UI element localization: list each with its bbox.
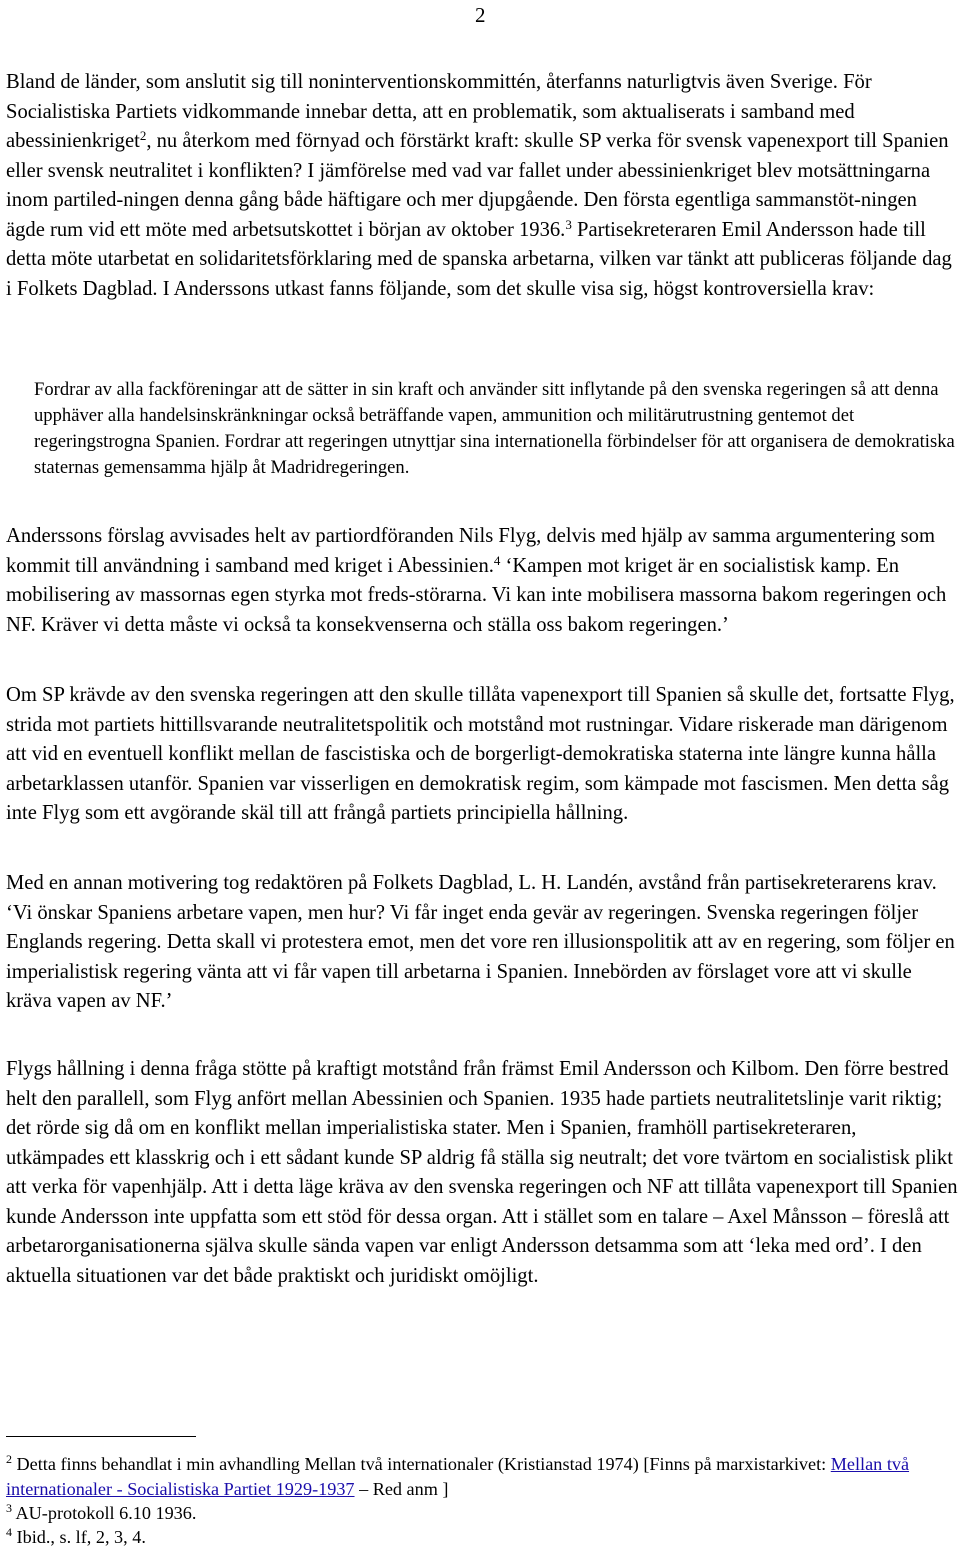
footnote-ref-3[interactable]: 3 [565, 216, 572, 232]
footnote-ref-2[interactable]: 2 [139, 128, 147, 143]
page-number: 2 [475, 3, 486, 27]
footnote-2: $^2$ Detta finns behandlat i min avhandling Mellan två internationaler (Kristianstad 1974) [Finns på marxistarkivet: Mellan två internationaler - Socialistiska Partiet 1929-1937 – Red anm ] [6, 1452, 910, 1499]
paragraph-5: Flygs hållning i denna fråga stötte på kraftigt motstånd från främst Emil Andersson och Kilbom. Den förre bestred helt den parallell, som Flyg anfört mellan Abessinien och Spanien. 1935 hade partiets neutralitetslinje varit riktig; det rörde sig då om en konflikt mellan imperialistiska stater. Men i Spanien, framhöll partisekreteraren, utkämpades ett klasskrig och i ett sådant kunde SP aldrig få ställa sig neutralt; det vore tvärtom en socialistisk plikt att verka för vapenhjälp. Att i detta läge kräva av den svenska regeringen och NF att tillåta vapenexport till Spanien kunde Andersson inte uppfatta som ett stöd för dessa organ. Att i stället som en talare – Axel Månsson – föreslå att arbetarorganisationerna själva skulle sända vapen var enligt Andersson detsamma som att ‘leka med ord’. I den aktuella situationen var det både praktiskt och juridiskt omöjligt. [6, 1058, 958, 1287]
paragraph-4: Med en annan motivering tog redaktören på Folkets Dagblad, L. H. Landén, avstånd från partisekreterarens krav. ‘Vi önskar Spaniens arbetare vapen, men hur? Vi får inget enda gevär av regeringen. Svenska regeringen följer Englands regering. Detta skall vi protestera emot, men det vore ren illusionspolitik att av en regering, som följer en imperialistisk regering vänta att vi får vapen till arbetarna i Spanien. Innebörden av förslaget vore att vi skulle kräva vapen av NF.’ [6, 872, 955, 1012]
footnote-3: $^3$ AU-protokoll 6.10 1936. [6, 1501, 197, 1523]
paragraph-2: Anderssons förslag avvisades helt av partiordföranden Nils Flyg, delvis med hjälp av samma argumentering som kommit till användning i samband med kriget i Abessinien.$^4$ ‘Kampen mot kriget är en socialistisk kamp. En mobilisering av massornas egen styrka mot freds-störarna. Vi kan inte mobilisera massorna bakom regeringen och NF. Kräver vi detta måste vi också ta konsekvenserna och ställa oss bakom regeringen.’ [6, 525, 947, 636]
footnote-4: $^4$ Ibid., s. lf, 2, 3, 4. [6, 1525, 146, 1547]
block-quote: Fordrar av alla fackföreningar att de sätter in sin kraft och använder sitt inflytande på den svenska regeringen så att denna upphäver alla handelsinskränkningar också beträffande vapen, ammunition och militärutrustning gentemot det regeringstrogna Spanien. Fordrar att regeringen utnyttjar sina internationella förbindelser för att organisera de demokratiska staternas gemensamma hjälp åt Madridregeringen. [34, 379, 955, 478]
paragraph-3: Om SP krävde av den svenska regeringen att den skulle tillåta vapenexport till Spanien så skulle det, fortsatte Flyg, strida mot partiets hittillsvarande neutralitetspolitik och motstånd mot rustningar. Vidare riskerade man därigenom att vid en eventuell konflikt mellan de fascistiska och de borgerligt-demokratiska staterna inte längre kunna hålla arbetarklassen utanför. Spanien var visserligen en demokratisk regim, som kämpade mot fascismen. Men detta såg inte Flyg som ett avgörande skäl till att frångå partiets principiella hållning. [6, 684, 955, 824]
paragraph-1: Bland de länder, som anslutit sig till noninterventionskommittén, återfanns naturligtvis även Sverige. För Socialistiska Partiets vidkommande innebar detta, att en problematik, som aktualiserats i samband med abessinienkriget$^2$, nu återkom med förnyad och förstärkt kraft: skulle SP verka för svensk vapenexport till Spanien eller svensk neutralitet i konflikten? I jämförelse med vad var fallet under abessinienkriget blev motsättningarna inom partiled-ningen denna gång både häftigare och mer djupgående. Den första egentliga sammanstöt-ningen ägde rum vid ett möte med arbetsutskottet i början av oktober 1936.$^3$ Partisekreteraren Emil Andersson hade till detta möte utarbetat en solidaritetsförklaring med de spanska arbetarna, vilken var tänkt att publiceras följande dag i Folkets Dagblad. I Anderssons utkast fanns följande, som det skulle visa sig, högst kontroversiella krav: [6, 71, 952, 300]
footnote-ref-4[interactable]: 4 [493, 552, 501, 568]
marxistarkivet-link[interactable]: Mellan två internationaler - Socialistiska Partiet 1929-1937 [6, 1454, 910, 1499]
footnote-separator [6, 1436, 196, 1437]
